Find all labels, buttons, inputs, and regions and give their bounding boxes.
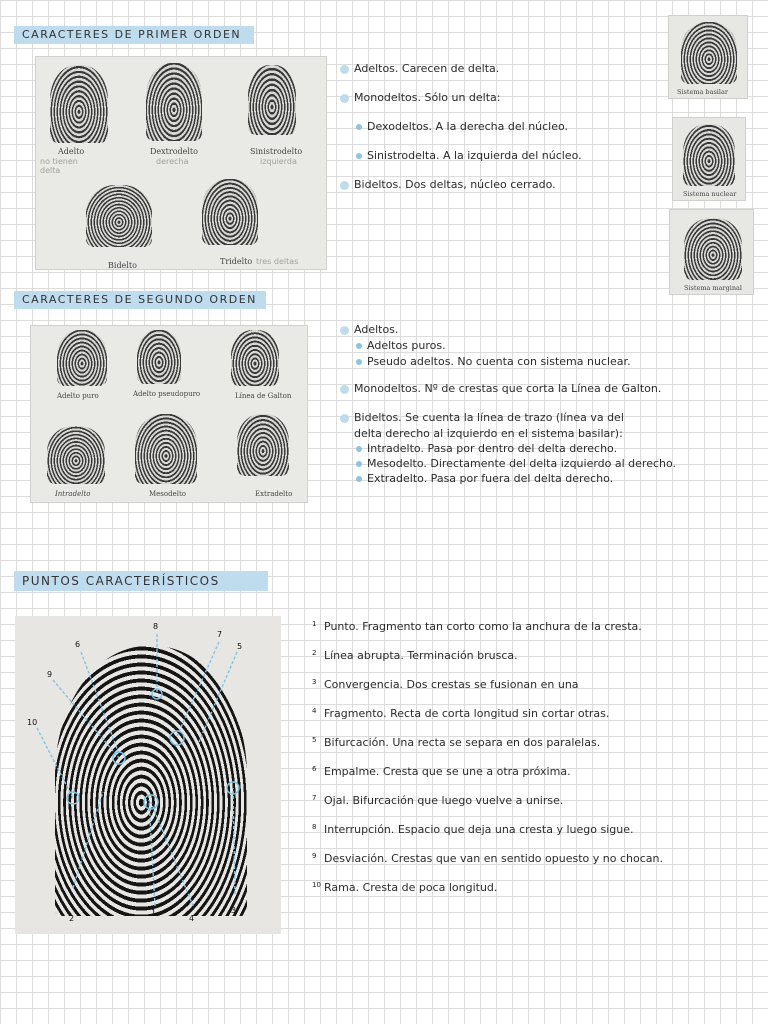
punto-item-6: 6 Empalme. Cresta que se une a otra próxima. [312,765,571,778]
caption-adelto-pseudopuro: Adelto pseudopuro [133,390,201,398]
caption-sistema-marginal: Sistema marginal [684,284,742,292]
segundo-note-adeltos-puros: Adeltos puros. [356,339,446,352]
sistema-marginal-fingerprint [684,218,742,280]
figure-label-6: 6 [75,640,81,649]
sistema-basilar-photo [668,15,748,99]
caption-intradelto: Intradelto [55,490,91,498]
punto-item-1: 1 Punto. Fragmento tan corto como la anchura de la cresta. [312,620,642,633]
segundo-note-intradelto: Intradelto. Pasa por dentro del delta derecho. [356,442,617,455]
caption-sistema-nuclear: Sistema nuclear [683,190,737,198]
figure-label-9: 9 [47,670,53,679]
segundo-orden-photo [30,325,308,503]
caption-linea-galton: Línea de Galton [235,392,292,400]
sistema-marginal-photo [669,209,754,295]
note-sinistrodelto: izquierda [260,157,297,166]
segundo-note-adeltos: Adeltos. [340,323,398,336]
punto-item-10: 10 Rama. Cresta de poca longitud. [312,881,498,894]
figure-label-2: 2 [69,914,75,923]
primer-note-5: Bideltos. Dos deltas, núcleo cerrado. [340,178,556,191]
sistema-nuclear-photo [672,117,746,201]
section-header-segundo-orden: CARACTERES DE SEGUNDO ORDEN [14,291,266,309]
figure-label-3: 3 [231,906,237,915]
puntos-fingerprint-photo [15,616,281,934]
figure-label-8: 8 [153,622,159,631]
primer-note-1: Adeltos. Carecen de delta. [340,62,499,75]
figure-label-10: 10 [27,718,38,727]
caption-tridelto: Tridelto [220,257,253,266]
punto-item-8: 8 Interrupción. Espacio que deja una cresta y luego sigue. [312,823,634,836]
annotation-lines [15,616,281,934]
intradelto-fingerprint [47,426,105,484]
primer-note-2: Monodeltos. Sólo un delta: [340,91,501,104]
figure-label-4: 4 [189,914,195,923]
punto-item-2: 2 Línea abrupta. Terminación brusca. [312,649,518,662]
figure-label-7: 7 [217,630,223,639]
figure-label-1: 1 [151,908,157,917]
sistema-basilar-fingerprint [681,22,737,84]
sistema-nuclear-fingerprint [683,124,735,186]
caption-sistema-basilar: Sistema basilar [677,88,728,96]
primer-orden-photo [35,56,327,270]
bidelto-fingerprint [86,185,152,247]
segundo-note-bideltos-2: delta derecho al izquierdo en el sistema basilar): [354,427,623,440]
mesodelto-fingerprint [135,414,197,484]
section-header-puntos: PUNTOS CARACTERÍSTICOS [14,571,268,591]
segundo-note-pseudo: Pseudo adeltos. No cuenta con sistema nuclear. [356,355,631,368]
punto-item-4: 4 Fragmento. Recta de corta longitud sin cortar otras. [312,707,610,720]
segundo-note-mesodelto: Mesodelto. Directamente del delta izquierdo al derecho. [356,457,676,470]
punto-item-9: 9 Desviación. Crestas que van en sentido opuesto y no chocan. [312,852,663,865]
caption-sinistrodelto: Sinistrodelto [250,147,303,156]
punto-item-3: 3 Convergencia. Dos crestas se fusionan en una [312,678,579,691]
note-adelto: no tienen delta [40,157,78,175]
caption-adelto: Adelto [58,147,85,156]
caption-mesodelto: Mesodelto [149,490,187,498]
adelto-pseudopuro-fingerprint [137,330,181,384]
punto-item-7: 7 Ojal. Bifurcación que luego vuelve a unirse. [312,794,564,807]
sinistrodelto-fingerprint [248,65,296,135]
segundo-note-monodeltos: Monodeltos. Nº de crestas que corta la Línea de Galton. [340,382,661,395]
note-tridelto: tres deltas [256,257,299,266]
dextrodelto-fingerprint [146,63,202,141]
note-dextrodelto: derecha [156,157,189,166]
tridelto-fingerprint [202,179,258,245]
adelto-fingerprint [50,65,108,143]
segundo-note-extradelto: Extradelto. Pasa por fuera del delta derecho. [356,472,613,485]
figure-label-5: 5 [237,642,243,651]
punto-item-5: 5 Bifurcación. Una recta se separa en dos paralelas. [312,736,601,749]
caption-bidelto: Bidelto [108,261,137,270]
segundo-note-bideltos-1: Bideltos. Se cuenta la línea de trazo (línea va del [340,411,624,424]
adelto-puro-fingerprint [57,330,107,386]
caption-adelto-puro: Adelto puro [57,392,99,400]
primer-note-4: Sinistrodelta. A la izquierda del núcleo. [356,149,582,162]
primer-note-3: Dexodeltos. A la derecha del núcleo. [356,120,568,133]
extradelto-fingerprint [237,414,289,476]
linea-galton-fingerprint [231,330,279,386]
caption-dextrodelto: Dextrodelto [150,147,198,156]
section-header-primer-orden: CARACTERES DE PRIMER ORDEN [14,26,254,44]
caption-extradelto: Extradelto [255,490,293,498]
